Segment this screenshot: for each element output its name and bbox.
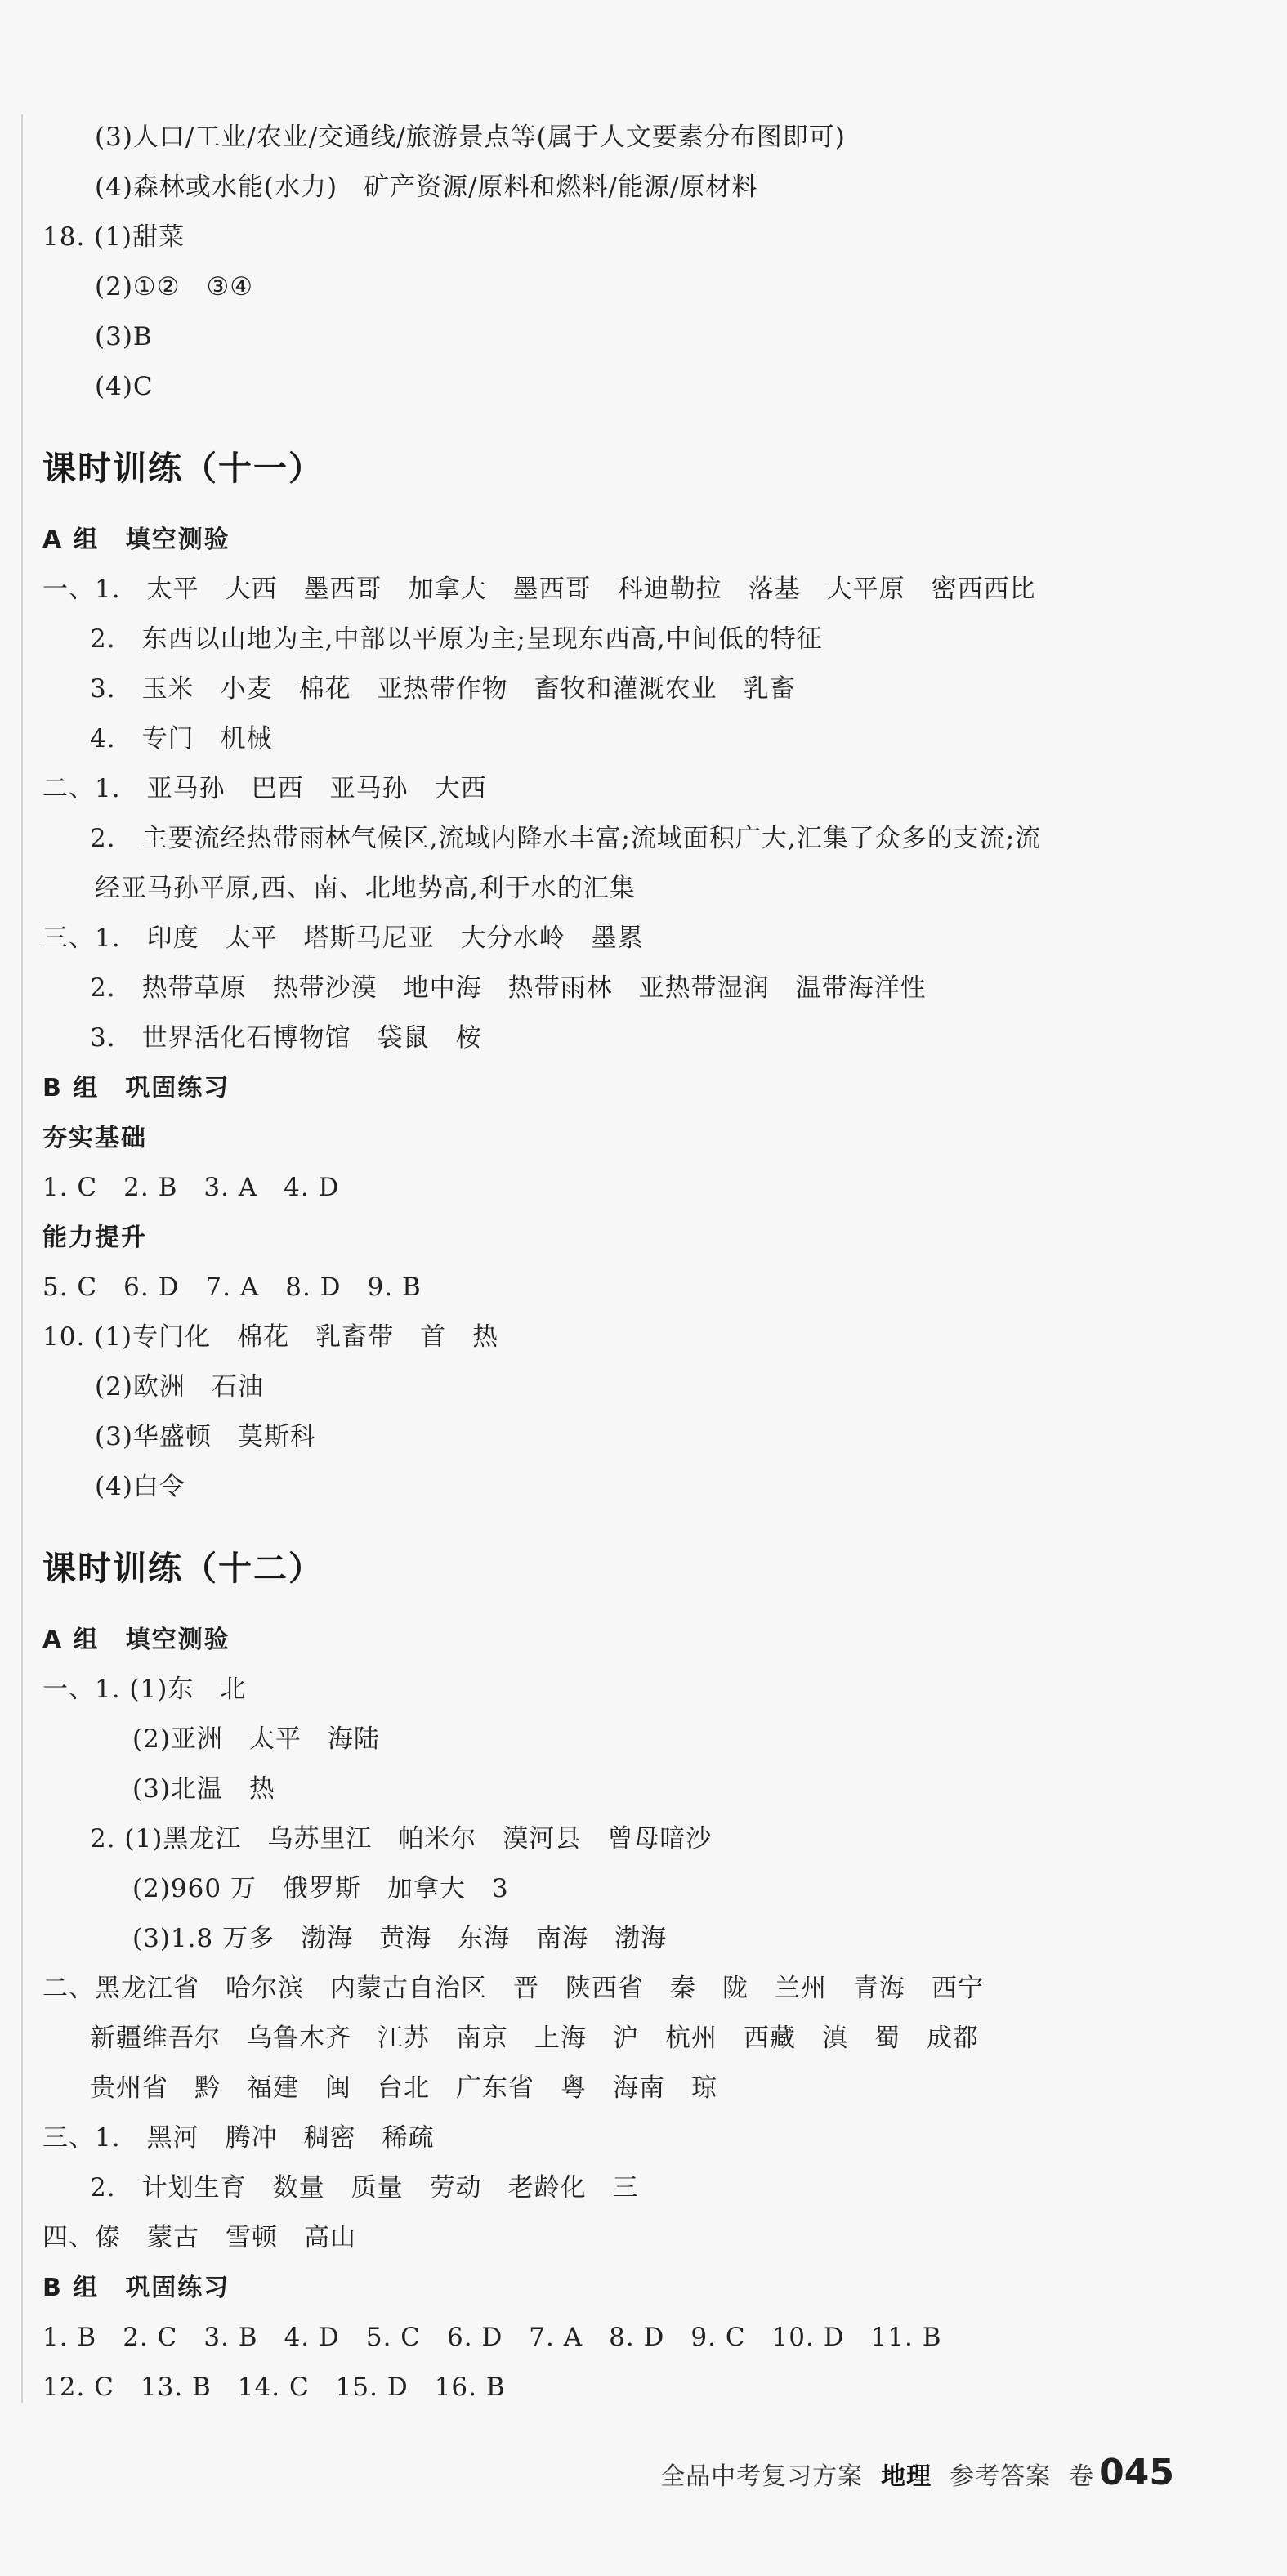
- answer-line: (3)人口/工业/农业/交通线/旅游景点等(属于人文要素分布图即可): [95, 123, 846, 152]
- answer-line: 2. 东西以山地为主,中部以平原为主;呈现东西高,中间低的特征: [90, 624, 823, 654]
- answer-line: 2. 计划生育 数量 质量 劳动 老龄化 三: [90, 2173, 639, 2203]
- answer-line: (4)森林或水能(水力) 矿产资源/原料和燃料/能源/原材料: [95, 172, 758, 202]
- answer-line: 二、1. 亚马孙 巴西 亚马孙 大西: [42, 774, 487, 803]
- left-margin-rule: [21, 114, 23, 2403]
- answer-line: 10. (1)专门化 棉花 乳畜带 首 热: [42, 1322, 499, 1352]
- answer-line: (3)B: [95, 322, 153, 351]
- section-title-11: 课时训练（十一）: [42, 449, 324, 488]
- answer-line: (2)亚洲 太平 海陆: [132, 1724, 380, 1754]
- section-title-12: 课时训练（十二）: [42, 1549, 324, 1588]
- answer-line: 贵州省 黔 福建 闽 台北 广东省 粤 海南 琼: [90, 2073, 717, 2103]
- answer-line: 2. (1)黑龙江 乌苏里江 帕米尔 漠河县 曾母暗沙: [90, 1824, 713, 1854]
- answer-line: 一、1. 太平 大西 墨西哥 加拿大 墨西哥 科迪勒拉 落基 大平原 密西西比: [42, 575, 1036, 604]
- answer-line: (2)960 万 俄罗斯 加拿大 3: [132, 1874, 509, 1903]
- answer-line: 12. C 13. B 14. C 15. D 16. B: [42, 2373, 506, 2402]
- answer-line: (2)①② ③④: [95, 272, 254, 302]
- answer-line: 经亚马孙平原,西、南、北地势高,利于水的汇集: [95, 874, 636, 903]
- group-a-label: A 组 填空测验: [42, 525, 230, 554]
- footer-part: 参考答案: [950, 2462, 1052, 2491]
- answer-line: 一、1. (1)东 北: [42, 1675, 247, 1704]
- subsection-label: 夯实基础: [42, 1124, 147, 1152]
- answer-line: 3. 玉米 小麦 棉花 亚热带作物 畜牧和灌溉农业 乳畜: [90, 674, 796, 704]
- answer-line: 1. B 2. C 3. B 4. D 5. C 6. D 7. A 8. D 9. C 10. D 11. B: [42, 2323, 942, 2352]
- answer-line: (2)欧洲 石油: [95, 1372, 264, 1402]
- group-a-label: A 组 填空测验: [42, 1626, 230, 1654]
- footer-volume: 卷: [1069, 2462, 1095, 2491]
- answer-line: 18. (1)甜菜: [42, 222, 185, 252]
- answer-line: 二、黑龙江省 哈尔滨 内蒙古自治区 晋 陕西省 秦 陇 兰州 青海 西宁: [42, 1974, 984, 2003]
- answer-line: (3)华盛顿 莫斯科: [95, 1422, 316, 1451]
- group-b-label: B 组 巩固练习: [42, 2274, 230, 2302]
- answer-line: 四、傣 蒙古 雪顿 高山: [42, 2223, 356, 2252]
- answer-content: [42, 113, 1236, 2413]
- footer-series: 全品中考复习方案: [660, 2462, 864, 2491]
- answer-line: 三、1. 黑河 腾冲 稠密 稀疏: [42, 2123, 435, 2153]
- answer-line: 4. 专门 机械: [90, 724, 273, 754]
- answer-line: 3. 世界活化石博物馆 袋鼠 桉: [90, 1023, 482, 1053]
- page-footer: [642, 2452, 1174, 2501]
- answer-line: (4)白令: [95, 1472, 185, 1501]
- answer-line: 新疆维吾尔 乌鲁木齐 江苏 南京 上海 沪 杭州 西藏 滇 蜀 成都: [90, 2024, 979, 2053]
- answer-line: (4)C: [95, 372, 154, 401]
- answer-line: 2. 热带草原 热带沙漠 地中海 热带雨林 亚热带湿润 温带海洋性: [90, 973, 927, 1003]
- subsection-label: 能力提升: [42, 1223, 147, 1252]
- answer-line: (3)1.8 万多 渤海 黄海 东海 南海 渤海: [132, 1924, 668, 1953]
- answer-line: 5. C 6. D 7. A 8. D 9. B: [42, 1272, 422, 1302]
- answer-line: (3)北温 热: [132, 1774, 275, 1804]
- footer-subject: 地理: [881, 2462, 932, 2491]
- answer-line: 2. 主要流经热带雨林气候区,流域内降水丰富;流域面积广大,汇集了众多的支流;流: [90, 824, 1042, 853]
- page-number: 045: [1099, 2452, 1174, 2493]
- group-b-label: B 组 巩固练习: [42, 1074, 230, 1102]
- answer-line: 三、1. 印度 太平 塔斯马尼亚 大分水岭 墨累: [42, 924, 644, 953]
- answer-line: 1. C 2. B 3. A 4. D: [42, 1173, 340, 1202]
